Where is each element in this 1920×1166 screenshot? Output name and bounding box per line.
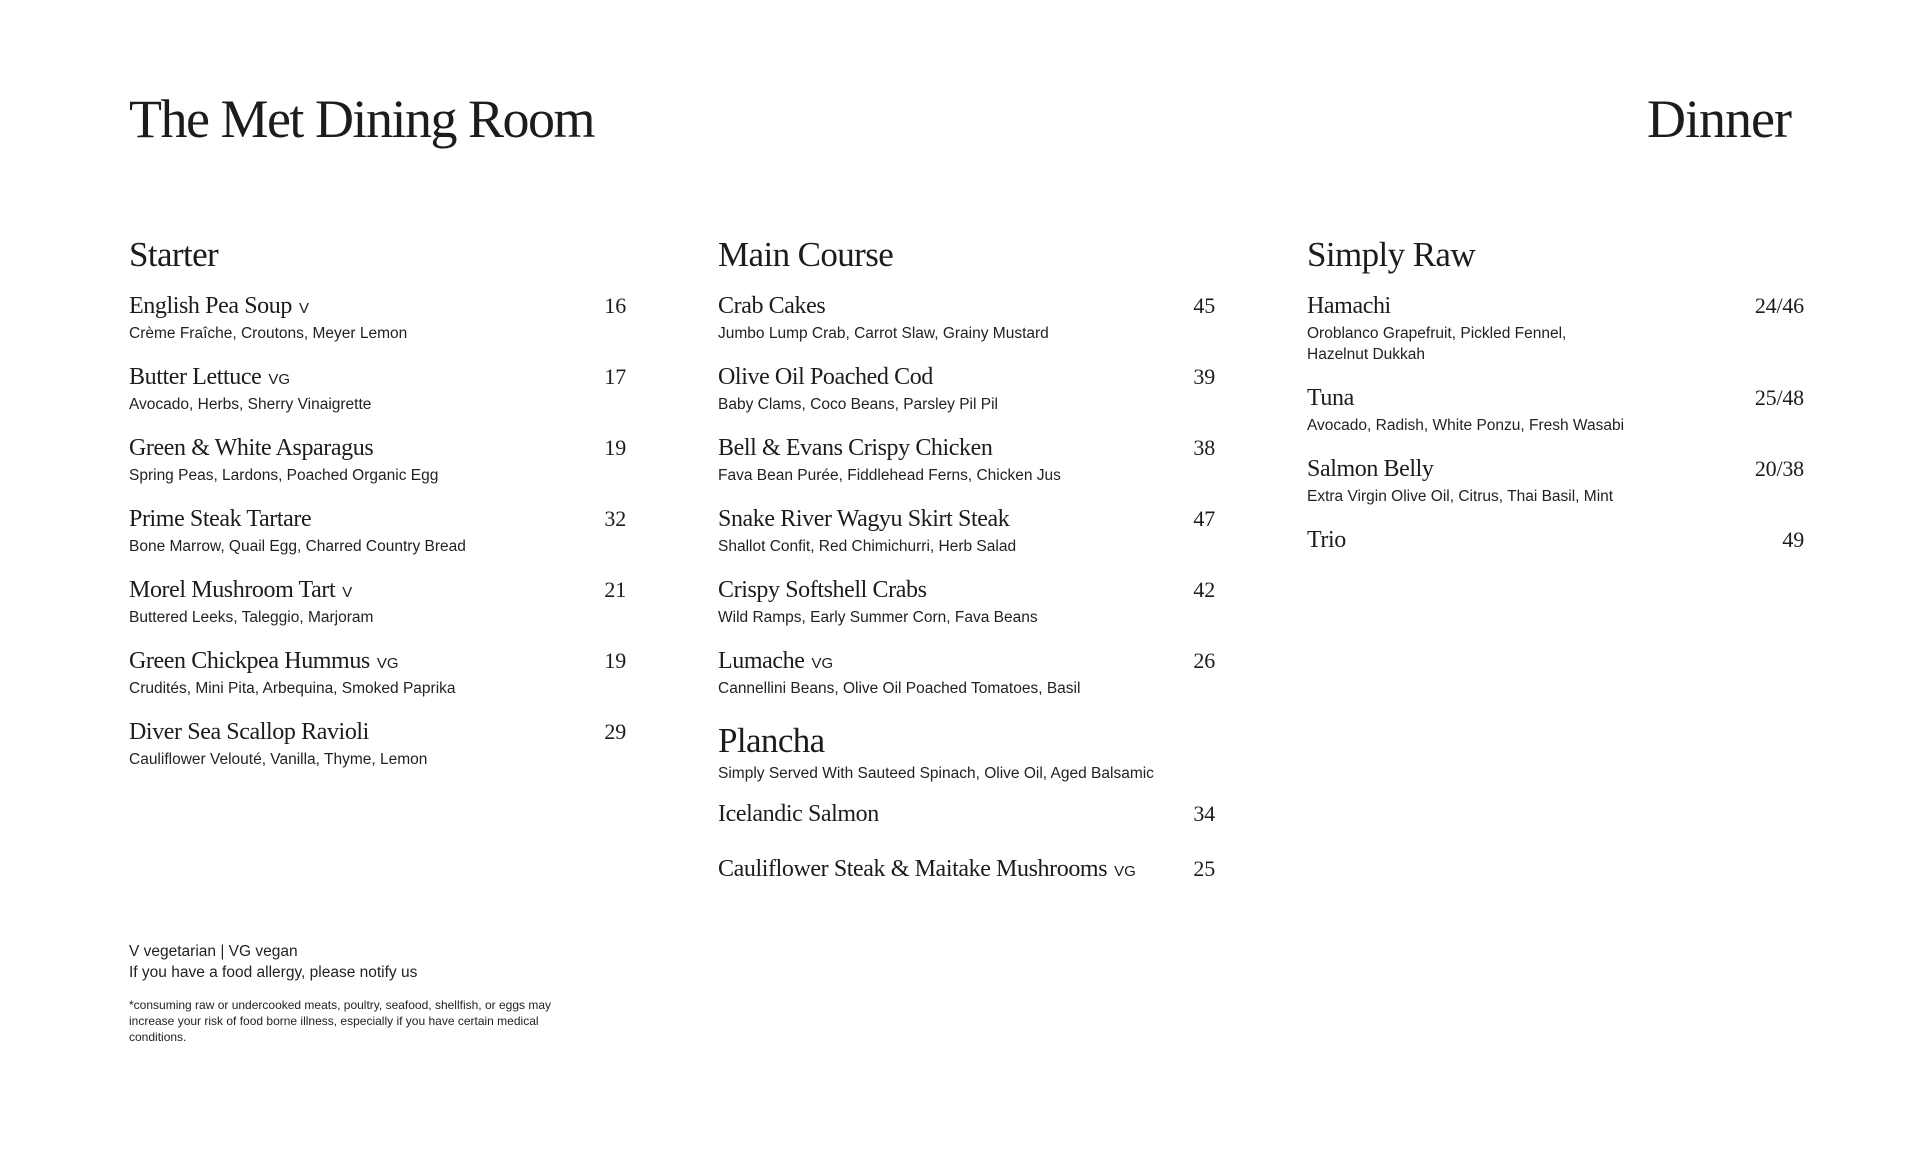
menu-item-row xyxy=(129,293,626,320)
menu-item-row xyxy=(718,435,1215,462)
menu-item-row xyxy=(718,506,1215,533)
menu-item-title xyxy=(129,435,373,462)
menu-item xyxy=(1307,527,1804,554)
menu-item-price: 34 xyxy=(1193,801,1215,826)
menu-item-description: Jumbo Lump Crab, Carrot Slaw, Grainy Mustard xyxy=(718,325,1049,342)
menu-item-price: 39 xyxy=(1193,364,1215,389)
menu-item xyxy=(718,648,1215,699)
menu-item xyxy=(129,577,626,628)
menu-item xyxy=(129,435,626,486)
menu-item-description: Avocado, Radish, White Ponzu, Fresh Wasabi xyxy=(1307,417,1625,434)
menu-item xyxy=(718,293,1215,344)
menu-item-price: 45 xyxy=(1193,293,1215,318)
meal-title: Dinner xyxy=(1647,89,1791,149)
menu-item-price: 26 xyxy=(1193,648,1215,673)
menu-item-name: Crab Cakes xyxy=(718,293,826,319)
menu-item-row xyxy=(129,435,626,462)
allergy-notice: If you have a food allergy, please notify us xyxy=(129,964,418,981)
menu-item-name: Lumache xyxy=(718,648,805,674)
menu-item xyxy=(718,856,1215,883)
menu-item-price: 38 xyxy=(1193,435,1215,460)
section-title-plancha: Plancha xyxy=(718,721,825,760)
menu-item-description: Avocado, Herbs, Sherry Vinaigrette xyxy=(129,396,372,413)
menu-item-description: Bone Marrow, Quail Egg, Charred Country Bread xyxy=(129,538,466,555)
main-course-section xyxy=(718,235,1215,911)
menu-item-name: Prime Steak Tartare xyxy=(129,506,312,532)
menu-item-description: Extra Virgin Olive Oil, Citrus, Thai Basil, Mint xyxy=(1307,488,1614,505)
menu-item-title xyxy=(718,856,1136,883)
dietary-legend xyxy=(129,941,417,983)
section-title-main-course: Main Course xyxy=(718,235,894,274)
menu-item-price: 16 xyxy=(604,293,626,318)
menu-item-description: Spring Peas, Lardons, Poached Organic Egg xyxy=(129,467,439,484)
menu-item-price: 47 xyxy=(1193,506,1215,531)
menu-item-name: English Pea Soup xyxy=(129,293,292,319)
menu-item xyxy=(718,577,1215,628)
menu-item-price: 32 xyxy=(604,506,626,531)
section-title-simply-raw: Simply Raw xyxy=(1307,235,1476,274)
menu-item-title xyxy=(129,506,311,533)
menu-item-name: Diver Sea Scallop Ravioli xyxy=(129,719,369,745)
menu-item-title xyxy=(718,435,993,462)
starter-section xyxy=(129,235,626,790)
menu-item-price: 19 xyxy=(604,648,626,673)
menu-item-description: Oroblanco Grapefruit, Pickled Fennel, Hazelnut Dukkah xyxy=(1307,325,1567,363)
main-course-list xyxy=(718,293,1215,699)
menu-item xyxy=(718,801,1215,828)
menu-item-title xyxy=(129,364,290,391)
menu-item-name: Olive Oil Poached Cod xyxy=(718,364,933,390)
menu-item-row xyxy=(1307,527,1804,554)
menu-item-price: 42 xyxy=(1193,577,1215,602)
menu-item-title xyxy=(129,719,369,746)
menu-item-description: Buttered Leeks, Taleggio, Marjoram xyxy=(129,609,374,626)
menu-item xyxy=(1307,385,1804,436)
menu-item-title xyxy=(718,648,833,675)
menu-item-description: Cauliflower Velouté, Vanilla, Thyme, Lemon xyxy=(129,751,428,768)
menu-item-name: Hamachi xyxy=(1307,293,1391,319)
legend-text: V vegetarian | VG vegan xyxy=(129,943,298,960)
menu-item-row xyxy=(129,648,626,675)
menu-item xyxy=(718,364,1215,415)
dietary-tag: VG xyxy=(376,655,399,672)
menu-item-description: Cannellini Beans, Olive Oil Poached Tomatoes, Basil xyxy=(718,680,1081,697)
menu-item-price: 29 xyxy=(604,719,626,744)
menu-item xyxy=(129,648,626,699)
plancha-section xyxy=(718,721,1215,883)
menu-item-price: 24/46 xyxy=(1754,293,1804,318)
menu-item-row xyxy=(718,801,1215,828)
menu-item-title xyxy=(718,577,927,604)
menu-item-row xyxy=(1307,293,1804,320)
restaurant-name: The Met Dining Room xyxy=(129,89,594,149)
menu-item-name: Icelandic Salmon xyxy=(718,801,879,827)
simply-raw-list xyxy=(1307,293,1804,554)
menu-item-row xyxy=(129,577,626,604)
menu-item xyxy=(129,506,626,557)
menu-item-price: 19 xyxy=(604,435,626,460)
menu-item-name: Salmon Belly xyxy=(1307,456,1434,482)
menu-item-title xyxy=(718,506,1009,533)
starter-list xyxy=(129,293,626,770)
menu-item-row xyxy=(718,293,1215,320)
menu-item-name: Green Chickpea Hummus xyxy=(129,648,370,674)
plancha-subtitle: Simply Served With Sauteed Spinach, Olive Oil, Aged Balsamic xyxy=(718,765,1154,782)
simply-raw-section xyxy=(1307,235,1804,574)
menu-item-price: 25/48 xyxy=(1754,385,1804,410)
menu-item-name: Crispy Softshell Crabs xyxy=(718,577,927,603)
menu-item-title xyxy=(129,577,352,604)
menu-item-name: Cauliflower Steak & Maitake Mushrooms xyxy=(718,856,1108,882)
menu-item-description: Wild Ramps, Early Summer Corn, Fava Beans xyxy=(718,609,1038,626)
menu-item-row xyxy=(129,719,626,746)
menu-item-title xyxy=(1307,527,1346,554)
section-title-starter: Starter xyxy=(129,235,219,274)
menu-item-row xyxy=(718,648,1215,675)
menu-item-title xyxy=(129,648,399,675)
dietary-tag: VG xyxy=(811,655,834,672)
menu-item xyxy=(718,506,1215,557)
menu-item-row xyxy=(718,577,1215,604)
menu-item-name: Bell & Evans Crispy Chicken xyxy=(718,435,993,461)
menu-item-name: Green & White Asparagus xyxy=(129,435,374,461)
dietary-tag: V xyxy=(298,300,309,317)
dietary-tag: V xyxy=(342,584,353,601)
menu-item-description: Baby Clams, Coco Beans, Parsley Pil Pil xyxy=(718,396,998,413)
menu-item-title xyxy=(718,364,933,391)
menu-item xyxy=(1307,293,1804,365)
menu-item-price: 49 xyxy=(1782,527,1804,552)
menu-item-price: 17 xyxy=(604,364,626,389)
menu-item-name: Snake River Wagyu Skirt Steak xyxy=(718,506,1010,532)
menu-item-name: Morel Mushroom Tart xyxy=(129,577,336,603)
menu-item-price: 25 xyxy=(1193,856,1215,881)
menu-item xyxy=(129,364,626,415)
menu-item xyxy=(718,435,1215,486)
menu-item-title xyxy=(1307,385,1354,412)
menu-item-row xyxy=(718,364,1215,391)
menu-item-description: Crème Fraîche, Croutons, Meyer Lemon xyxy=(129,325,408,342)
menu-item xyxy=(129,719,626,770)
menu-item-row xyxy=(129,364,626,391)
menu-item-name: Trio xyxy=(1307,527,1346,553)
dietary-tag: VG xyxy=(1114,863,1136,880)
menu-item-row xyxy=(1307,456,1804,483)
menu-item xyxy=(129,293,626,344)
menu-item-title xyxy=(718,293,825,320)
menu-item-title xyxy=(718,801,879,828)
menu-item-name: Butter Lettuce xyxy=(129,364,262,390)
menu-item-row xyxy=(1307,385,1804,412)
menu-item-title xyxy=(129,293,309,320)
raw-food-disclaimer: *consuming raw or undercooked meats, poultry, seafood, shellfish, or eggs may increase your risk of food borne illness, especially if you have certain medical conditions. xyxy=(129,998,551,1044)
menu-item-description: Shallot Confit, Red Chimichurri, Herb Salad xyxy=(718,538,1017,555)
menu-item xyxy=(1307,456,1804,507)
menu-item-price: 20/38 xyxy=(1754,456,1804,481)
menu-item-name: Tuna xyxy=(1307,385,1354,411)
menu-item-description: Crudités, Mini Pita, Arbequina, Smoked Paprika xyxy=(129,680,456,697)
menu-item-description: Fava Bean Purée, Fiddlehead Ferns, Chicken Jus xyxy=(718,467,1061,484)
dietary-tag: VG xyxy=(268,371,291,388)
menu-item-title xyxy=(1307,456,1434,483)
menu-item-row xyxy=(718,856,1215,883)
menu-item-title xyxy=(1307,293,1391,320)
menu-item-price: 21 xyxy=(604,577,626,602)
menu-item-row xyxy=(129,506,626,533)
plancha-list xyxy=(718,801,1215,883)
